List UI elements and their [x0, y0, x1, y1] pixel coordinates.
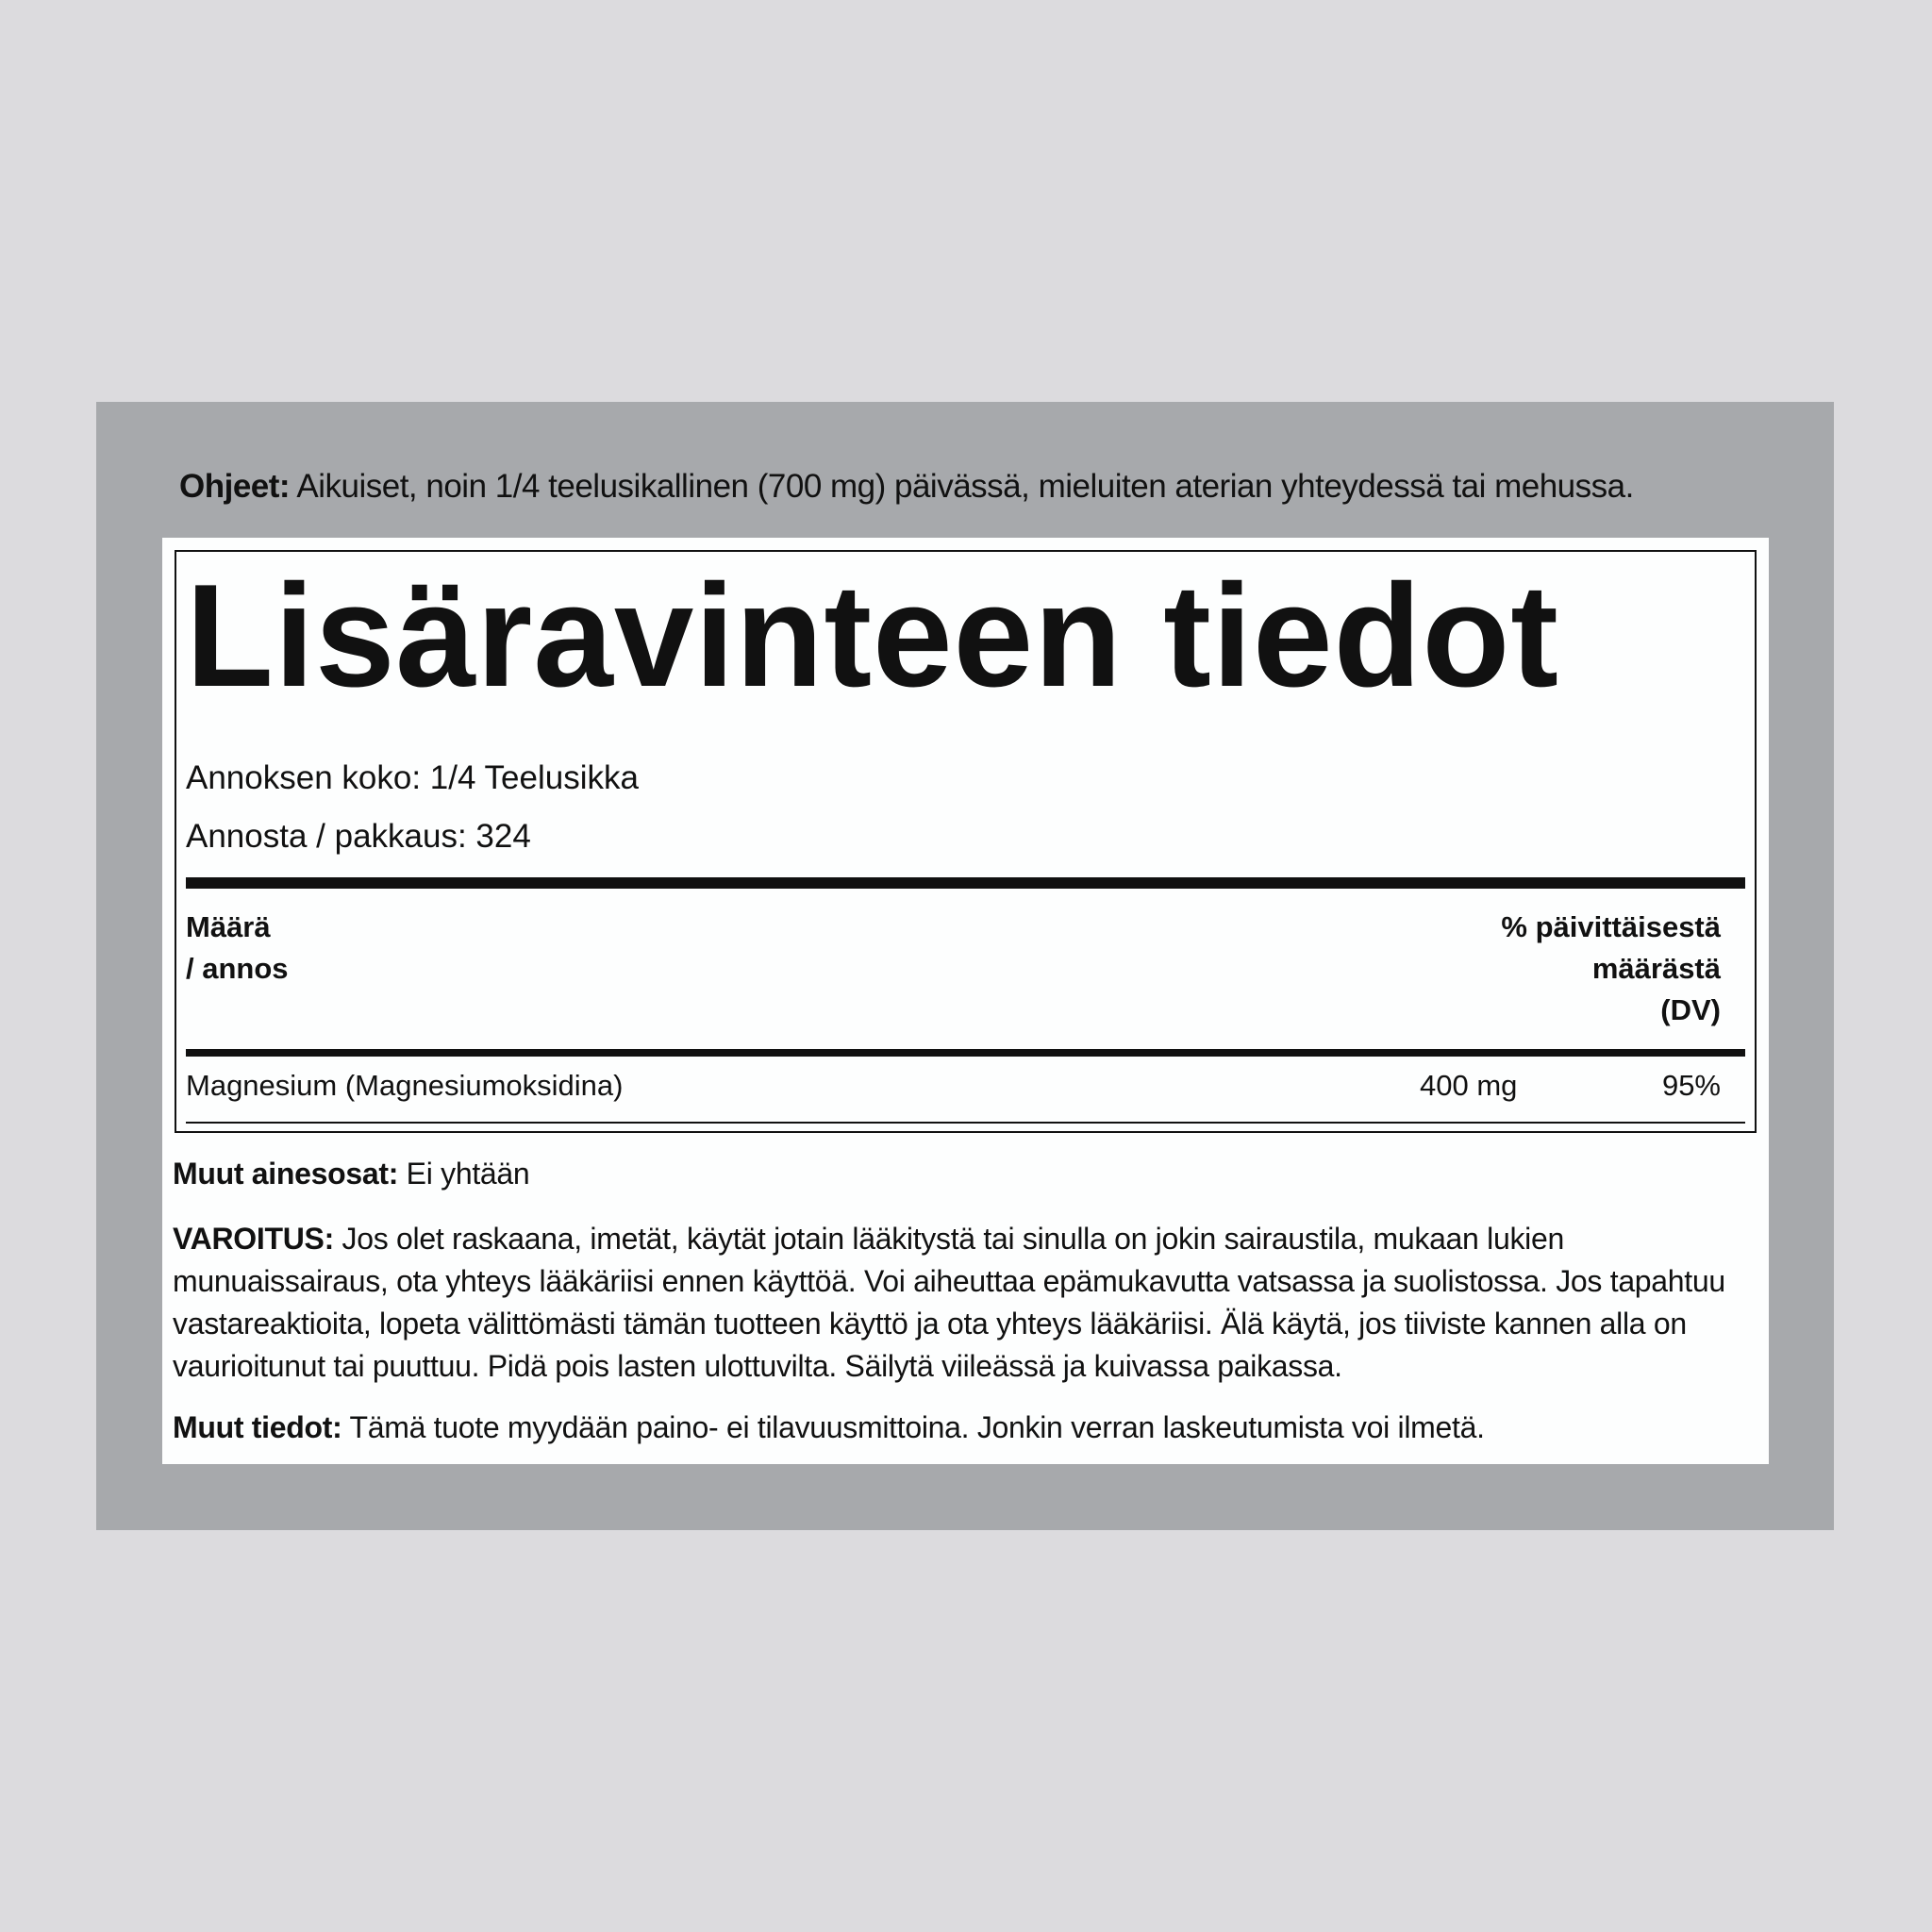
supplement-facts-box [175, 550, 1757, 1133]
amount-per-serving-header [186, 907, 289, 990]
thick-divider [186, 877, 1745, 889]
other-ingredients [173, 1153, 1757, 1195]
directions-label: Ohjeet: [179, 468, 291, 505]
facts-title: Lisäravinteen tiedot [186, 554, 1559, 718]
directions-text [179, 462, 1634, 511]
header-divider [186, 1049, 1745, 1057]
other-ingredients-label: Muut ainesosat: [173, 1157, 399, 1191]
dv-header-line3: (DV) [1660, 993, 1721, 1026]
amount-header-line2: / annos [186, 952, 289, 985]
warning-label: VAROITUS: [173, 1222, 334, 1256]
servings-per-container: Annosta / pakkaus: 324 [186, 818, 531, 855]
dv-header-line2: määrästä [1591, 952, 1721, 985]
warning-body: Jos olet raskaana, imetät, käytät jotain lääkitystä tai sinulla on jokin sairaustila, mukaan lukien munuaissairaus, ota yhteys lääkäriisi ennen käyttöä. Voi aiheuttaa epämukavutta vatsassa ja suolistossa. Jos tapahtuu vastareaktioita, lopeta välittömästi tämän tuotteen käyttö ja ota yhteys lääkäriisi. Älä käytä, jos tiiviste kannen alla on vaurioitunut tai puuttuu. Pidä pois lasten ulottuvilta. Säilytä viileässä ja kuivassa paikassa. [173, 1222, 1725, 1383]
warning-text [173, 1218, 1757, 1388]
nutrient-name: Magnesium (Magnesiumoksidina) [186, 1069, 624, 1102]
nutrient-row-divider [186, 1122, 1745, 1124]
dv-header-line1: % päivittäisestä [1501, 910, 1721, 943]
directions-body: Aikuiset, noin 1/4 teelusikallinen (700 mg) päivässä, mieluiten aterian yhteydessä tai mehussa. [290, 468, 1634, 505]
serving-size: Annoksen koko: 1/4 Teelusikka [186, 759, 639, 796]
other-info-label: Muut tiedot: [173, 1410, 342, 1444]
other-ingredients-text: Ei yhtään [398, 1157, 530, 1191]
other-info [173, 1407, 1757, 1449]
other-info-text: Tämä tuote myydään paino- ei tilavuusmittoina. Jonkin verran laskeutumista voi ilmetä. [341, 1410, 1485, 1444]
nutrient-daily-value: 95% [1661, 1069, 1721, 1102]
daily-value-header [1409, 907, 1721, 1031]
nutrient-amount: 400 mg [1420, 1069, 1518, 1102]
amount-header-line1: Määrä [186, 910, 271, 943]
